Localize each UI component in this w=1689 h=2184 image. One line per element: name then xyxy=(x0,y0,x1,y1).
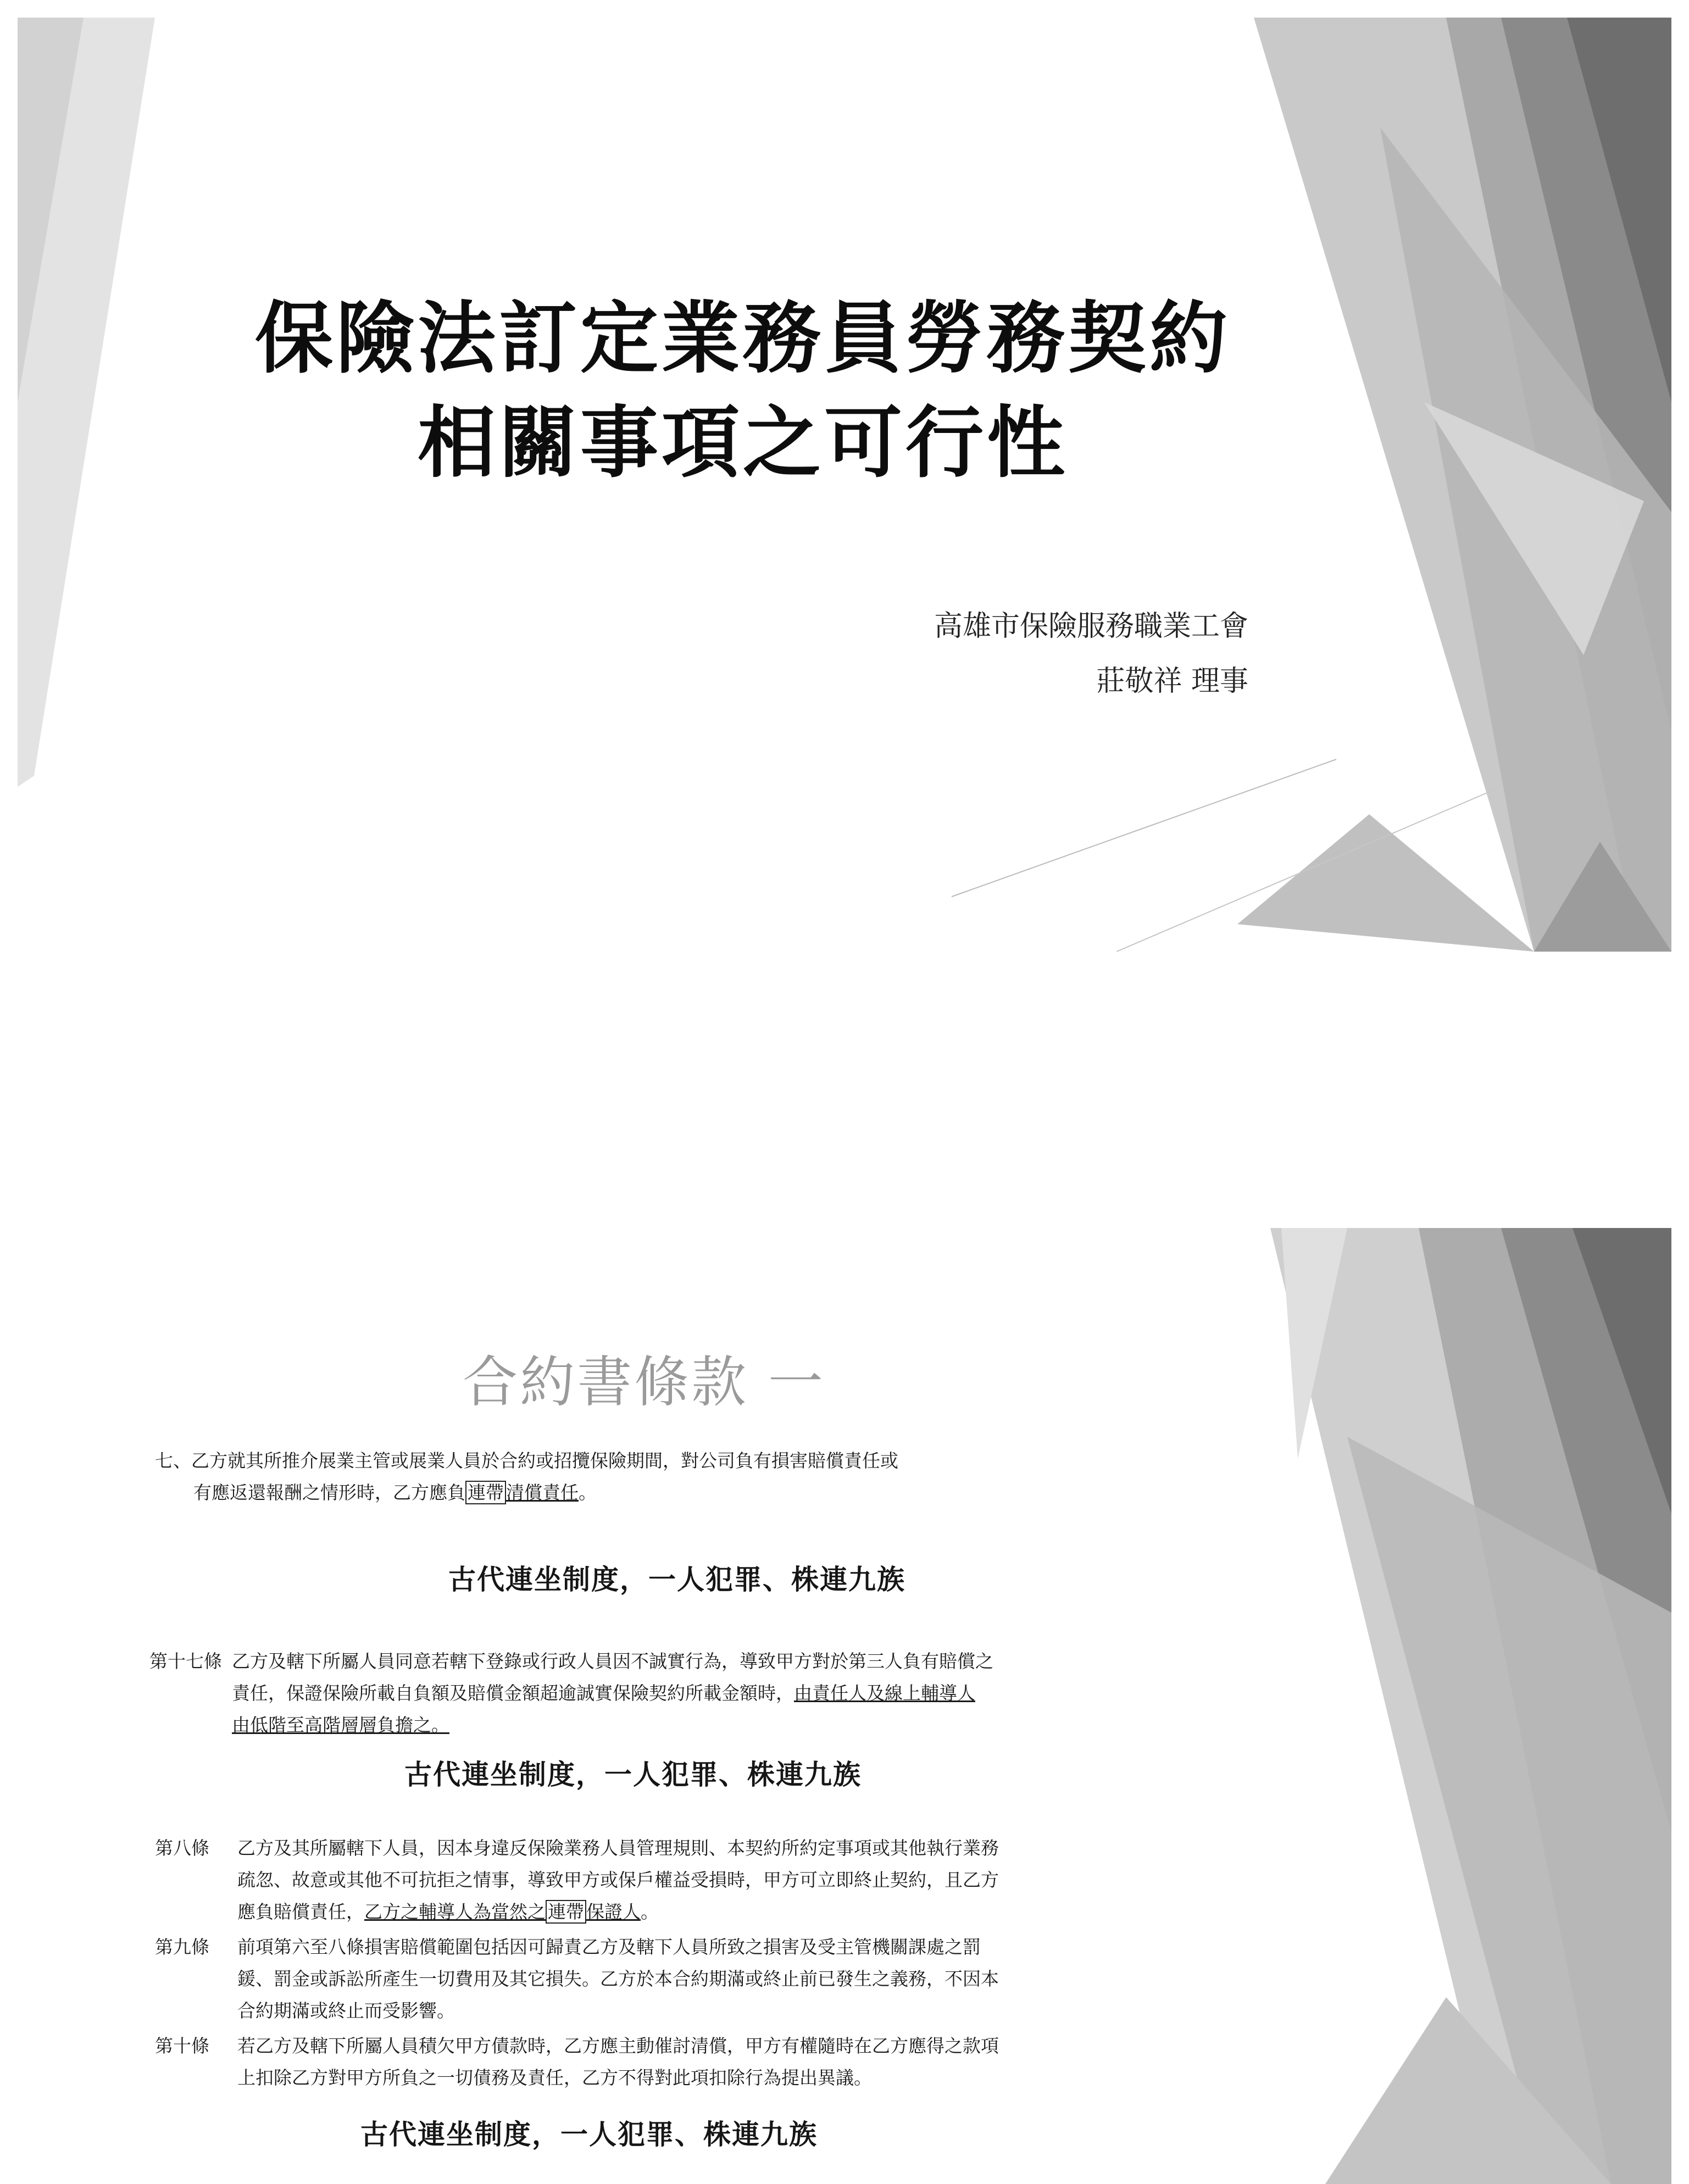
clause-10-row1 xyxy=(155,2030,1226,2062)
contract-clauses-slide xyxy=(18,1228,1671,2184)
clause-8-line2: 疏忽、故意或其他不可抗拒之情事，導致甲方或保戶權益受損時，甲方可立即終止契約，且乙方 xyxy=(237,1869,999,1891)
caption-1: 古代連坐制度，一人犯罪、株連九族 xyxy=(448,1564,905,1596)
clause-9-label: 第九條 xyxy=(155,1936,209,1958)
clause-17-line2 xyxy=(149,1677,1276,1709)
clause-7-underlined-liability: 清償責任 xyxy=(506,1482,579,1503)
clause-7 xyxy=(155,1445,1199,1509)
clause-8-line1: 乙方及其所屬轄下人員，因本身違反保險業務人員管理規則、本契約所約定事項或其他執行業務 xyxy=(237,1837,999,1859)
clause-17-row1 xyxy=(149,1646,1276,1677)
clause-17-underlined-a: 由責任人及線上輔導人 xyxy=(794,1682,975,1704)
clause-17-underlined-b: 由低階至高階層層負擔之。 xyxy=(232,1714,449,1736)
slide2-title: 合約書條款 一 xyxy=(463,1350,825,1414)
clause-17-line3 xyxy=(149,1709,1276,1741)
organization-name: 高雄市保險服務職業工會 xyxy=(934,610,1248,643)
clause-8-label: 第八條 xyxy=(155,1837,209,1859)
clause-10 xyxy=(155,2030,1226,2094)
clause-7-line2-text: 有應返還報酬之情形時，乙方應負 xyxy=(193,1482,465,1503)
clause-17-label: 第十七條 xyxy=(149,1650,222,1672)
clause-8-underlined-a: 乙方之輔導人為當然之 xyxy=(364,1901,546,1922)
clause-17 xyxy=(149,1646,1276,1741)
clause-7-boxed-joint: 連帶 xyxy=(465,1481,506,1504)
clause-17-line2-text: 責任，保證保險所載自負額及賠償金額超逾誠實保險契約所載金額時， xyxy=(232,1682,794,1704)
clause-7-line1: 七、乙方就其所推介展業主管或展業人員於合約或招攬保險期間，對公司負有損害賠償責任或 xyxy=(155,1450,898,1471)
caption-3: 古代連坐制度，一人犯罪、株連九族 xyxy=(360,2119,818,2150)
clause-8-line3 xyxy=(155,1896,1226,1928)
clause-9-line1: 前項第六至八條損害賠償範圍包括因可歸責乙方及轄下人員所致之損害及受主管機關課處之罰 xyxy=(237,1936,981,1958)
presenter-name: 莊敬祥 理事 xyxy=(1096,665,1248,698)
clause-8-row1 xyxy=(155,1832,1226,1864)
clause-8-boxed-joint: 連帶 xyxy=(546,1900,586,1924)
clause-9-line2: 鍰、罰金或訴訟所產生一切費用及其它損失。乙方於本合約期滿或終止前已發生之義務，不因本 xyxy=(237,1968,999,1990)
title-slide xyxy=(18,18,1671,952)
clause-7-line2 xyxy=(155,1477,1199,1509)
slide1-title xyxy=(84,287,1402,496)
clause-9-row1 xyxy=(155,1931,1226,1963)
clause-8-line3-end: 。 xyxy=(641,1901,659,1922)
clause-10-line1: 若乙方及轄下所屬人員積欠甲方債款時，乙方應主動催討清償，甲方有權隨時在乙方應得之款項 xyxy=(237,2035,999,2057)
clause-9 xyxy=(155,1931,1226,2027)
caption-2: 古代連坐制度，一人犯罪、株連九族 xyxy=(404,1759,862,1791)
clause-10-label: 第十條 xyxy=(155,2035,209,2057)
clause-10-line2: 上扣除乙方對甲方所負之一切債務及責任，乙方不得對此項扣除行為提出異議。 xyxy=(237,2067,872,2088)
slide1-title-line1: 保險法訂定業務員勞務契約 xyxy=(255,293,1231,384)
clause-17-line1: 乙方及轄下所屬人員同意若轄下登錄或行政人員因不誠實行為，導致甲方對於第三人負有賠償之 xyxy=(232,1650,993,1672)
clause-8-underlined-b: 保證人 xyxy=(586,1901,641,1922)
clause-8-line3-text: 應負賠償責任， xyxy=(237,1901,364,1922)
clause-9-line3: 合約期滿或終止而受影響。 xyxy=(237,2000,455,2021)
clause-8 xyxy=(155,1832,1226,1928)
clause-7-line2-end: 。 xyxy=(579,1482,597,1503)
slide1-title-line2: 相關事項之可行性 xyxy=(418,398,1068,488)
